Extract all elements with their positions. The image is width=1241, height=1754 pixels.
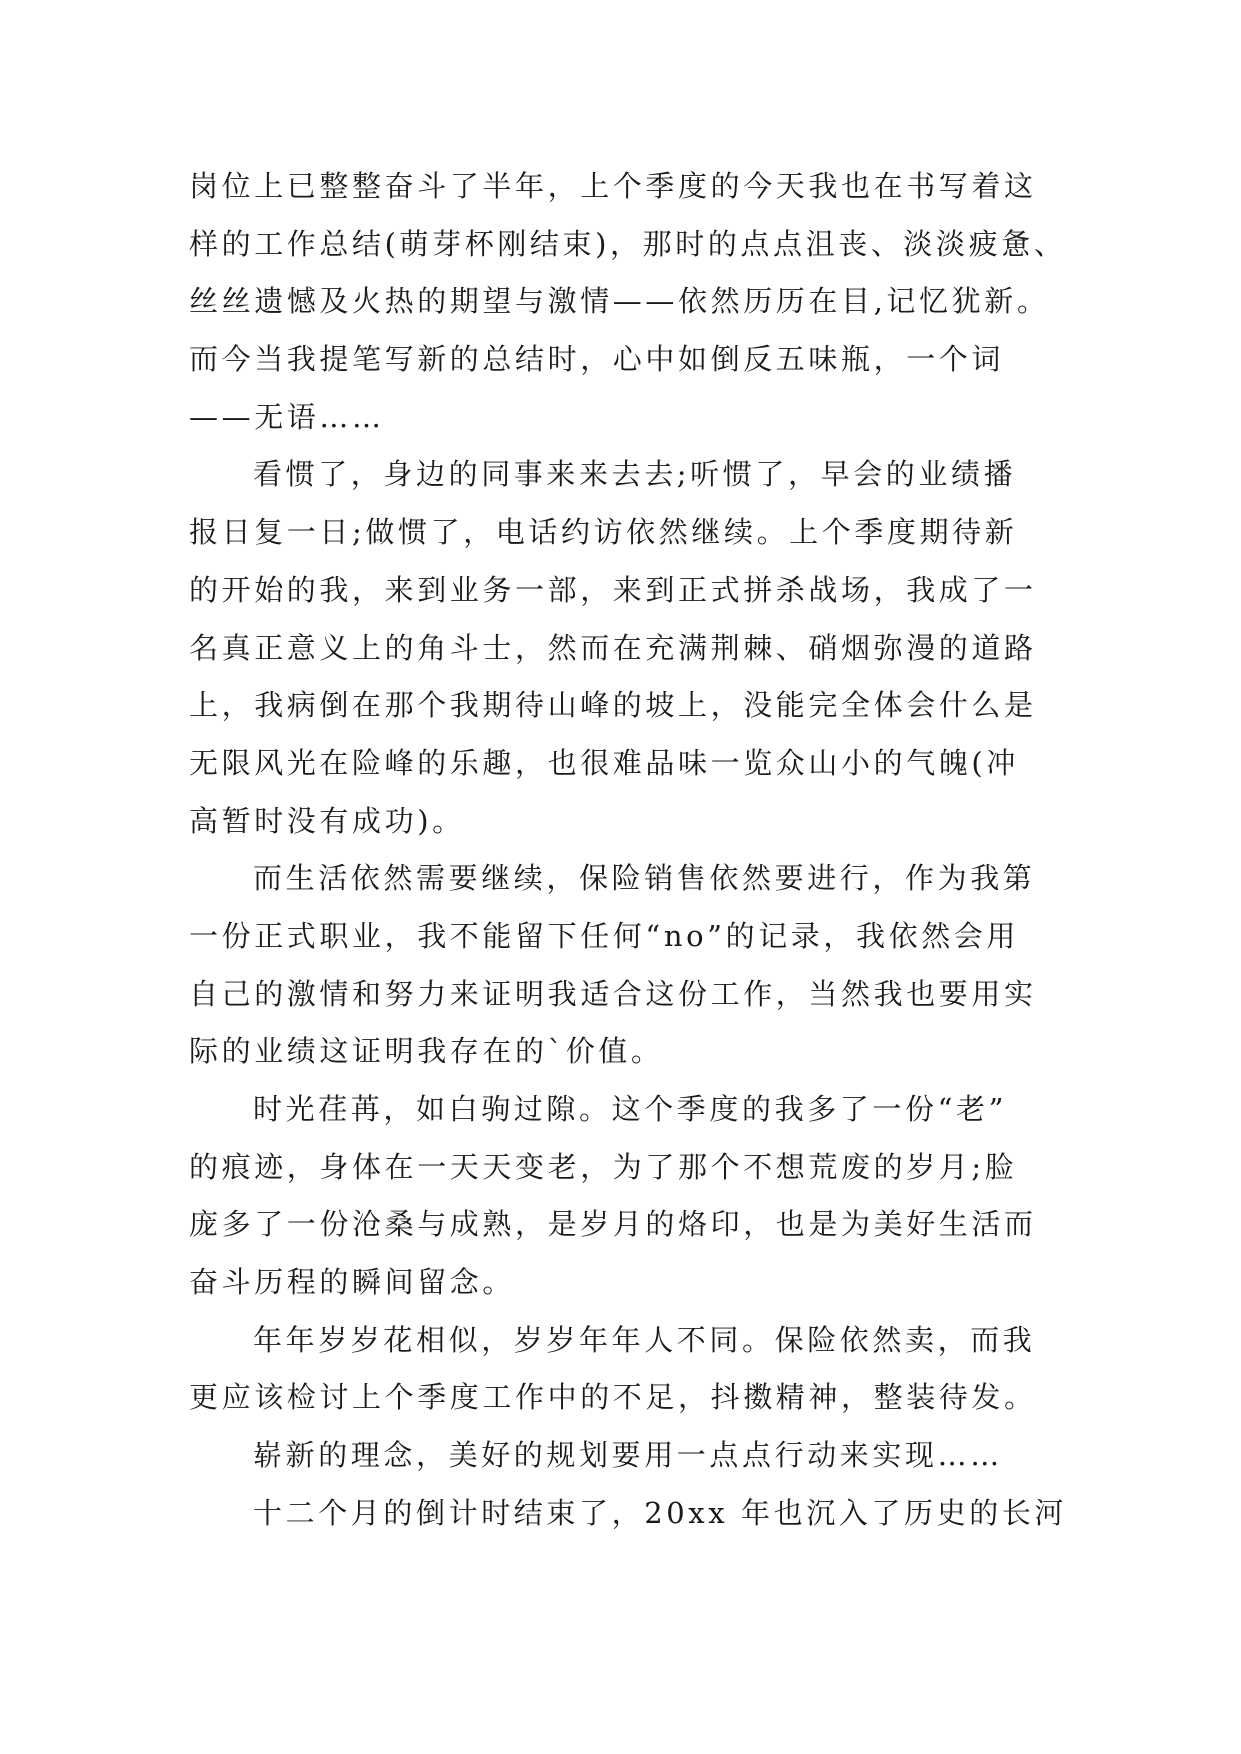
- paragraph-first-line: 看惯了，身边的同事来来去去;听惯了，早会的业绩播: [253, 457, 1017, 492]
- text-line: 丝丝遗憾及火热的期望与激情——依然历历在目,记忆犹新。: [189, 284, 1050, 319]
- text-line: 而今当我提笔写新的总结时，心中如倒反五味瓶，一个词: [189, 342, 1005, 377]
- text-line: 高暂时没有成功)。: [189, 803, 465, 838]
- text-line: 名真正意义上的角斗士，然而在充满荆棘、硝烟弥漫的道路: [189, 630, 1037, 665]
- text-line: 岗位上已整整奋斗了半年，上个季度的今天我也在书写着这: [189, 169, 1037, 203]
- text-line: 自己的激情和努力来证明我适合这份工作，当然我也要用实: [189, 976, 1037, 1011]
- paragraph-first-line: 十二个月的倒计时结束了，20xx 年也沉入了历史的长河: [253, 1495, 1068, 1530]
- text-line: 奋斗历程的瞬间留念。: [189, 1265, 516, 1300]
- text-line: 样的工作总结(萌芽杯刚结束)，那时的点点沮丧、淡淡疲惫、: [189, 226, 1067, 261]
- text-line: 上，我病倒在那个我期待山峰的坡上，没能完全体会什么是: [189, 688, 1037, 723]
- text-line: 报日复一日;做惯了，电话约访依然继续。上个季度期待新: [189, 515, 1018, 550]
- paragraph-first-line: 崭新的理念，美好的规划要用一点点行动来实现……: [253, 1438, 1003, 1473]
- text-line: ——无语……: [189, 399, 385, 434]
- text-line: 庞多了一份沧桑与成熟，是岁月的烙印，也是为美好生活而: [189, 1207, 1037, 1242]
- paragraph-first-line: 而生活依然需要继续，保险销售依然要进行，作为我第: [253, 861, 1036, 896]
- text-line: 际的业绩这证明我存在的`价值。: [189, 1034, 664, 1069]
- text-line: 的痕迹，身体在一天天变老，为了那个不想荒废的岁月;脸: [189, 1149, 1018, 1184]
- text-line: 一份正式职业，我不能留下任何“no”的记录，我依然会用: [189, 918, 1019, 953]
- document-body: [189, 158, 1069, 1543]
- text-line: 更应该检讨上个季度工作中的不足，抖擞精神，整装待发。: [189, 1380, 1037, 1415]
- paragraph-first-line: 年年岁岁花相似，岁岁年年人不同。保险依然卖，而我: [253, 1322, 1036, 1357]
- text-line: 无限风光在险峰的乐趣，也很难品味一览众山小的气魄(冲: [189, 745, 1019, 780]
- paragraph-first-line: 时光荏苒，如白驹过隙。这个季度的我多了一份“老”: [253, 1092, 1008, 1126]
- text-line: 的开始的我，来到业务一部，来到正式拼杀战场，我成了一: [189, 572, 1037, 607]
